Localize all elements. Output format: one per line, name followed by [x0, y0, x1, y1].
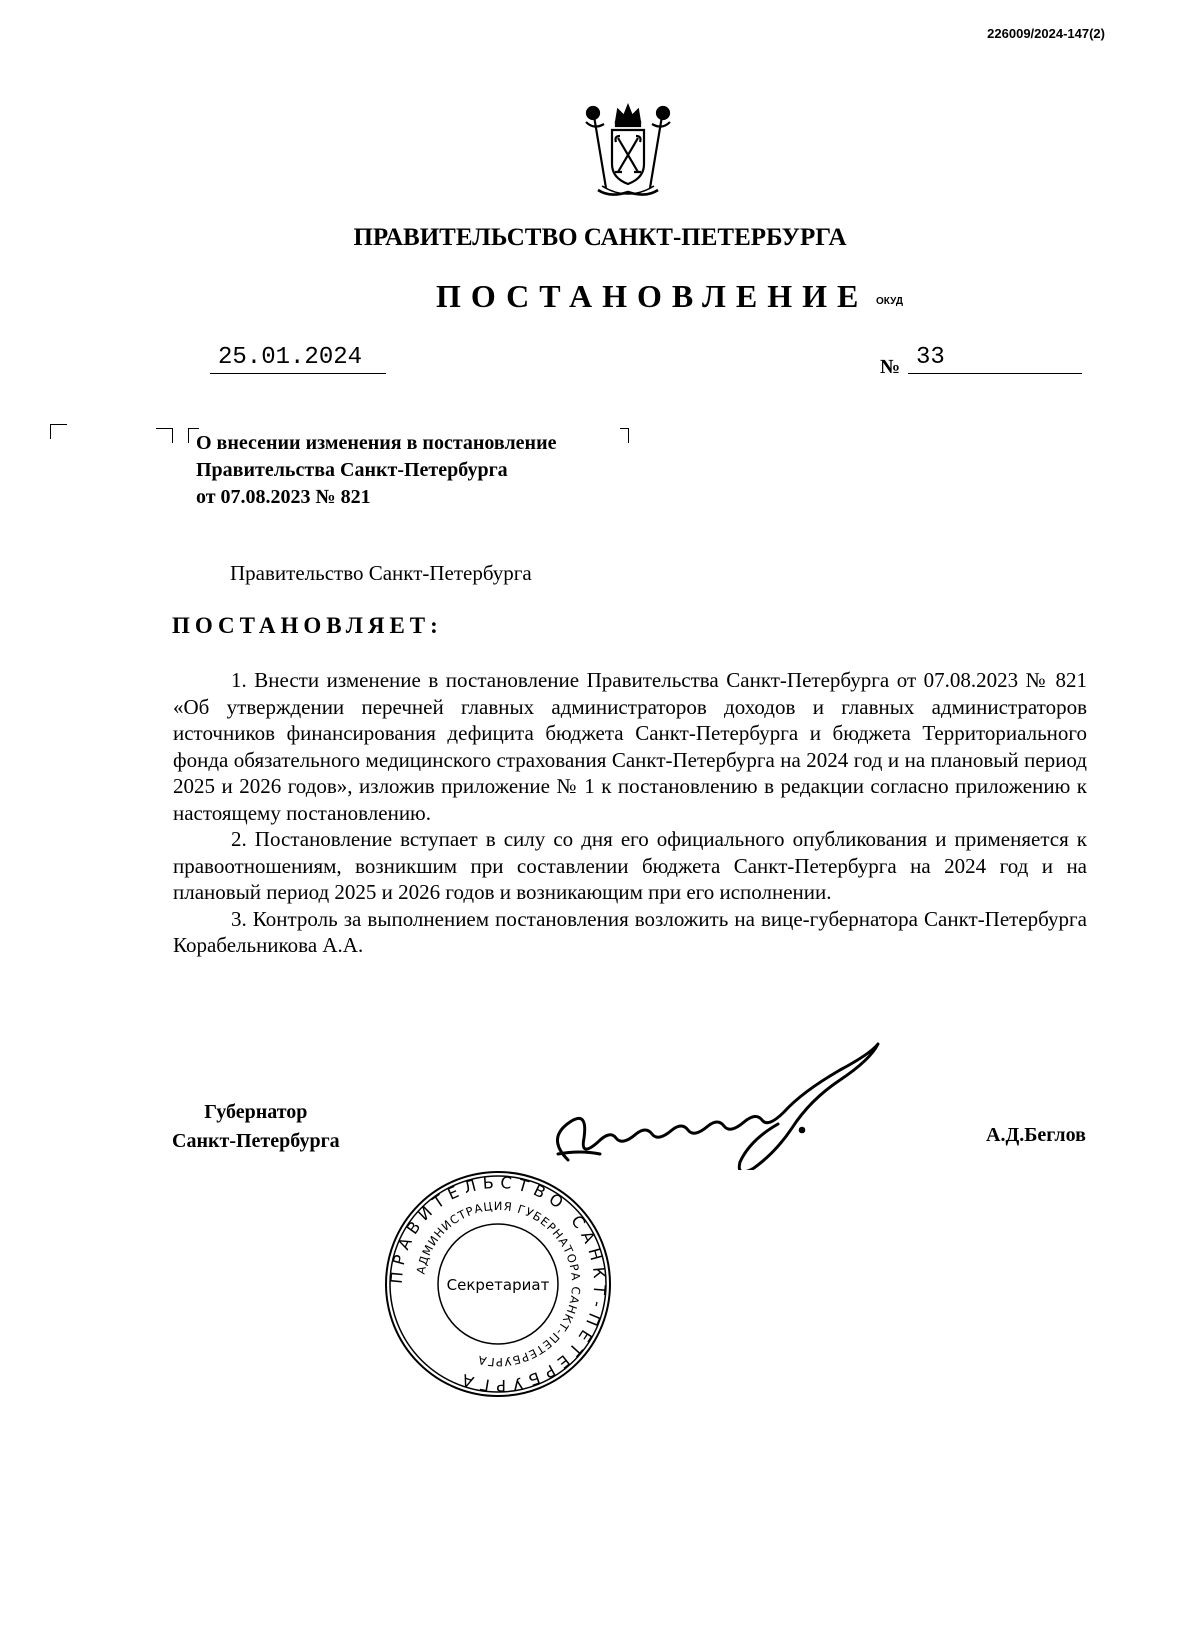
document-number: 33: [908, 344, 1082, 374]
okud-label: ОКУД: [876, 296, 903, 307]
registration-number: 226009/2024-147(2): [987, 26, 1105, 41]
official-stamp: [382, 1168, 614, 1400]
signatory-title: [172, 1098, 340, 1156]
paragraph-3: 3. Контроль за выполнением постановления возложить на вице-губернатора Санкт-Петербурга Корабельникова А.А.: [173, 906, 1087, 957]
subject-line-2: Правительства Санкт-Петербурга: [196, 459, 508, 481]
number-label: №: [880, 356, 901, 378]
stamp-center-text: Секретариат: [446, 1276, 550, 1294]
subject-corner-mark-close: [620, 428, 629, 443]
subject-line-1: О внесении изменения в постановление: [196, 432, 557, 454]
document-subject: [196, 430, 556, 511]
resolves-heading: ПОСТАНОВЛЯЕТ:: [172, 613, 443, 638]
paragraph-1: 1. Внести изменение в постановление Правительства Санкт-Петербурга от 07.08.2023 № 821 «Об утверждении перечней главных администраторов доходов и главных администраторов источников финансирования дефицита бюджета Санкт-Петербурга и бюджета Территориального фонда обязательного медицинского страхования Санкт-Петербурга на 2024 год и на плановый период 2025 и 2026 годов», изложив приложение № 1 к постановлению в редакции согласно приложению к настоящему постановлению.: [173, 668, 1087, 825]
document-type-title: ПОСТАНОВЛЕНИЕ: [436, 278, 869, 314]
margin-corner-mark: [50, 424, 67, 439]
subject-line-3: от 07.08.2023 № 821: [196, 486, 371, 508]
document-body: [173, 667, 1087, 959]
signatory-title-line-2: Санкт-Петербурга: [172, 1130, 340, 1152]
stamp-outer-text: ПРАВИТЕЛЬСТВО САНКТ-ПЕТЕРБУРГА: [386, 1172, 610, 1396]
coat-of-arms-emblem: [580, 102, 676, 202]
subject-corner-mark-left: [156, 428, 173, 443]
issuer-text: Правительство Санкт-Петербурга: [230, 561, 532, 585]
paragraph-2: 2. Постановление вступает в силу со дня его официального опубликования и применяется к правоотношениям, возникшим при составлении бюджета Санкт-Петербурга на 2024 год и на плановый период 2025 и 2026 годов и возникающим при его исполнении.: [173, 827, 1087, 904]
handwritten-signature: [540, 1030, 900, 1170]
organization-title: ПРАВИТЕЛЬСТВО САНКТ-ПЕТЕРБУРГА: [353, 224, 847, 251]
signatory-title-line-1: Губернатор: [204, 1101, 308, 1123]
stamp-inner-text: АДМИНИСТРАЦИЯ ГУБЕРНАТОРА САНКТ-ПЕТЕРБУРГА: [413, 1198, 584, 1370]
document-date: 25.01.2024: [210, 344, 386, 374]
signatory-name: А.Д.Беглов: [986, 1124, 1086, 1146]
